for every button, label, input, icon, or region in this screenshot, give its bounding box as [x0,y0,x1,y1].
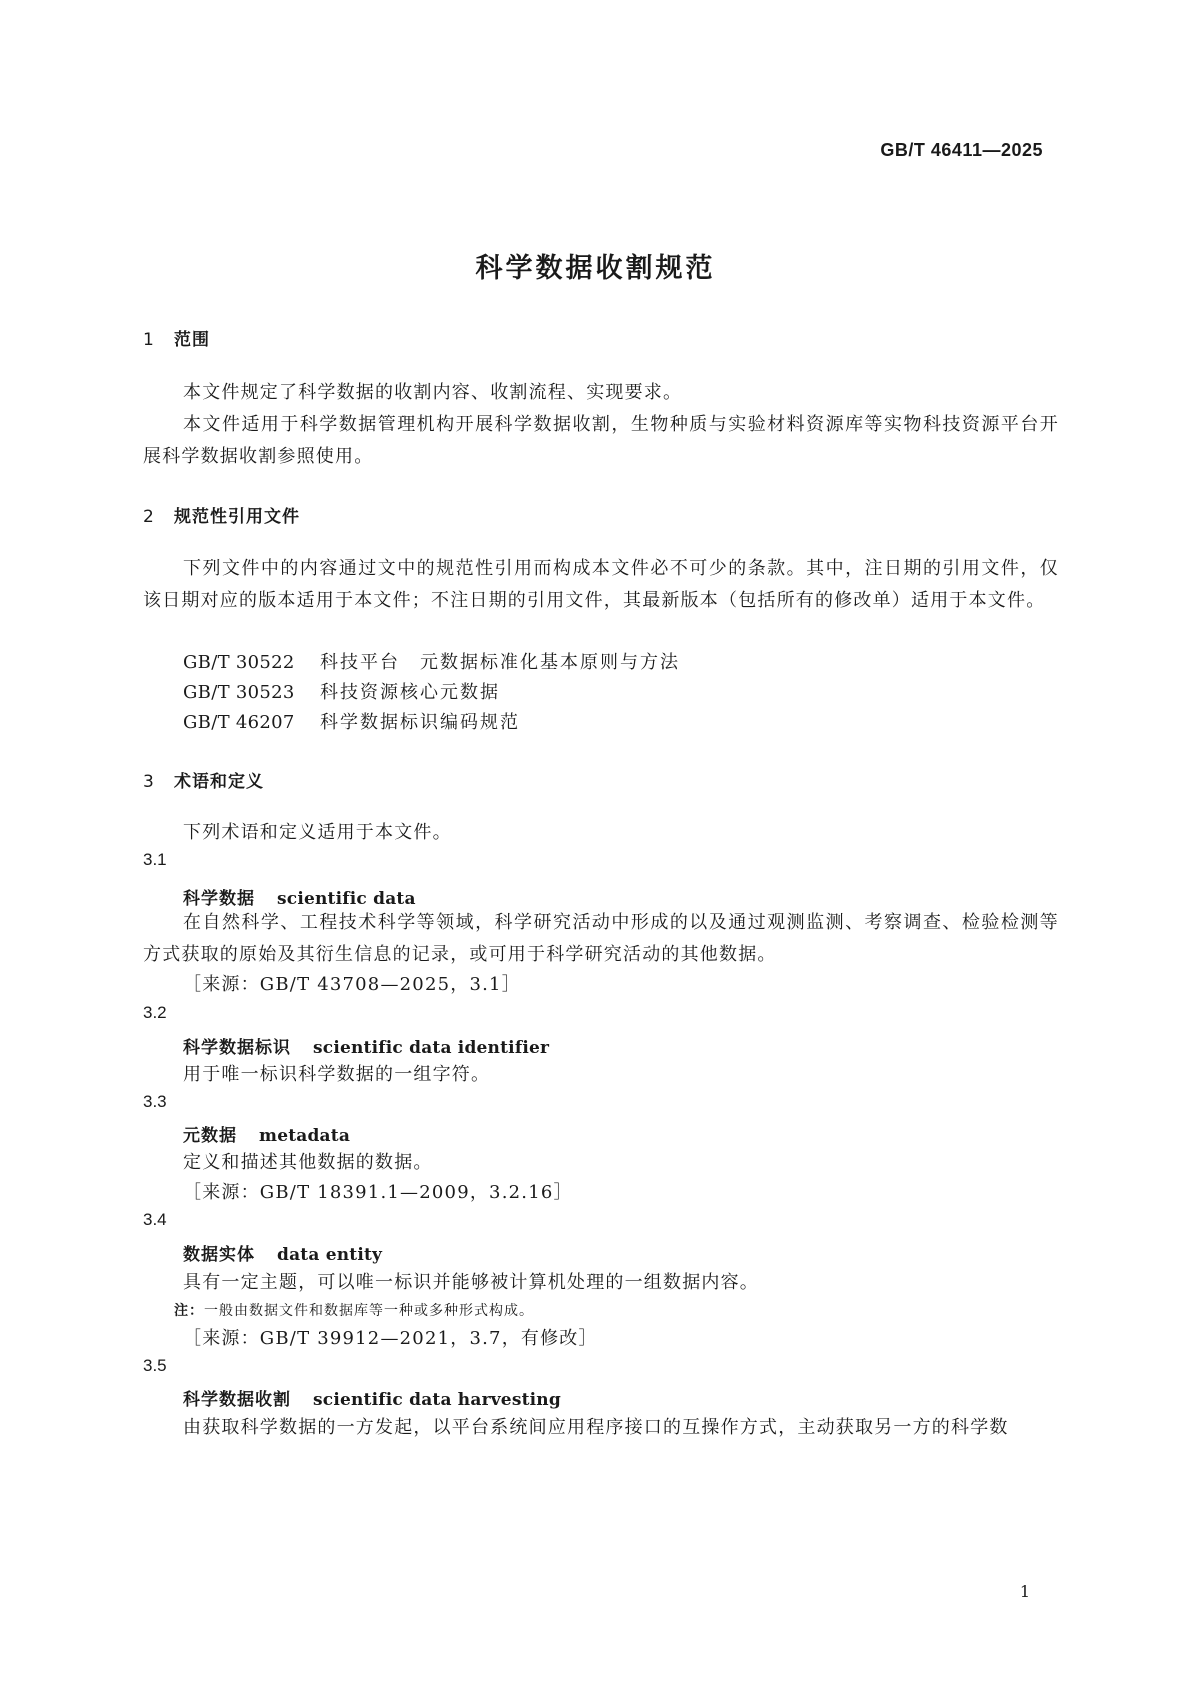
reference-item [183,678,500,704]
term-zh: 科学数据 [183,889,255,909]
term-heading [183,884,416,909]
standard-code: GB/T 46411—2025 [880,140,1043,160]
term-number: 3.4 [143,1210,167,1229]
term-number: 3.3 [143,1092,167,1111]
section-number: 2 [143,507,155,527]
term-zh: 科学数据标识 [183,1038,291,1058]
document-title: 科学数据收割规范 [475,253,716,284]
term-number: 3.2 [143,1003,167,1022]
term-heading [183,1033,549,1058]
term-source: ［来源：GB/T 43708—2025，3.1］ [183,974,521,995]
reference-code: GB/T 30523 [183,682,295,703]
term-definition: 用于唯一标识科学数据的一组字符。 [183,1064,491,1085]
term-source: ［来源：GB/T 18391.1—2009，3.2.16］ [183,1182,573,1203]
term-zh: 元数据 [183,1126,237,1146]
normative-refs-intro: 下列文件中的内容通过文中的规范性引用而构成本文件必不可少的条款。其中，注日期的引用文件，仅该日期对应的版本适用于本文件；不注日期的引用文件，其最新版本（包括所有的修改单）适用于本文件。 [143,558,1059,611]
section-title: 术语和定义 [174,772,264,792]
term-zh: 科学数据收割 [183,1390,291,1410]
scope-paragraph-1: 本文件规定了科学数据的收割内容、收割流程、实现要求。 [183,382,683,403]
note-label: 注： [174,1303,204,1319]
reference-code: GB/T 30522 [183,652,295,673]
term-en: metadata [259,1126,351,1146]
reference-item [183,708,520,734]
term-source: ［来源：GB/T 39912—2021，3.7，有修改］ [183,1328,598,1349]
term-definition: 具有一定主题，可以唯一标识并能够被计算机处理的一组数据内容。 [183,1272,759,1293]
term-definition: 在自然科学、工程技术科学等领域，科学研究活动中形成的以及通过观测监测、考察调查、检验检测等方式获取的原始及其衍生信息的记录，或可用于科学研究活动的其他数据。 [143,912,1059,965]
term-en: scientific data [277,889,416,909]
scope-paragraph-2: 本文件适用于科学数据管理机构开展科学数据收割，生物种质与实验材料资源库等实物科技资源平台开展科学数据收割参照使用。 [143,414,1059,467]
term-definition: 由获取科学数据的一方发起，以平台系统间应用程序接口的互操作方式，主动获取另一方的科学数 [183,1417,1009,1438]
term-definition: 定义和描述其他数据的数据。 [183,1152,433,1173]
term-en: data entity [277,1245,383,1265]
term-heading [183,1240,382,1265]
terms-intro: 下列术语和定义适用于本文件。 [183,822,452,843]
reference-code: GB/T 46207 [183,712,295,733]
note-text: 一般由数据文件和数据库等一种或多种形式构成。 [204,1303,534,1319]
term-en: scientific data identifier [313,1038,550,1058]
term-en: scientific data harvesting [313,1390,561,1410]
section-heading-normative-refs [143,502,300,527]
reference-title: 科技平台 元数据标准化基本原则与方法 [320,652,680,673]
section-title: 范围 [174,330,210,350]
section-heading-terms [143,767,264,792]
page-number: 1 [1019,1582,1030,1601]
reference-title: 科技资源核心元数据 [320,682,500,703]
reference-item [183,648,680,674]
term-note [174,1300,534,1320]
term-heading [183,1121,350,1146]
term-number: 3.1 [143,850,167,869]
section-number: 1 [143,330,155,350]
section-number: 3 [143,772,155,792]
section-heading-scope [143,325,210,350]
term-number: 3.5 [143,1356,167,1375]
term-heading [183,1385,561,1410]
reference-title: 科学数据标识编码规范 [320,712,520,733]
section-title: 规范性引用文件 [174,507,300,527]
term-zh: 数据实体 [183,1245,255,1265]
